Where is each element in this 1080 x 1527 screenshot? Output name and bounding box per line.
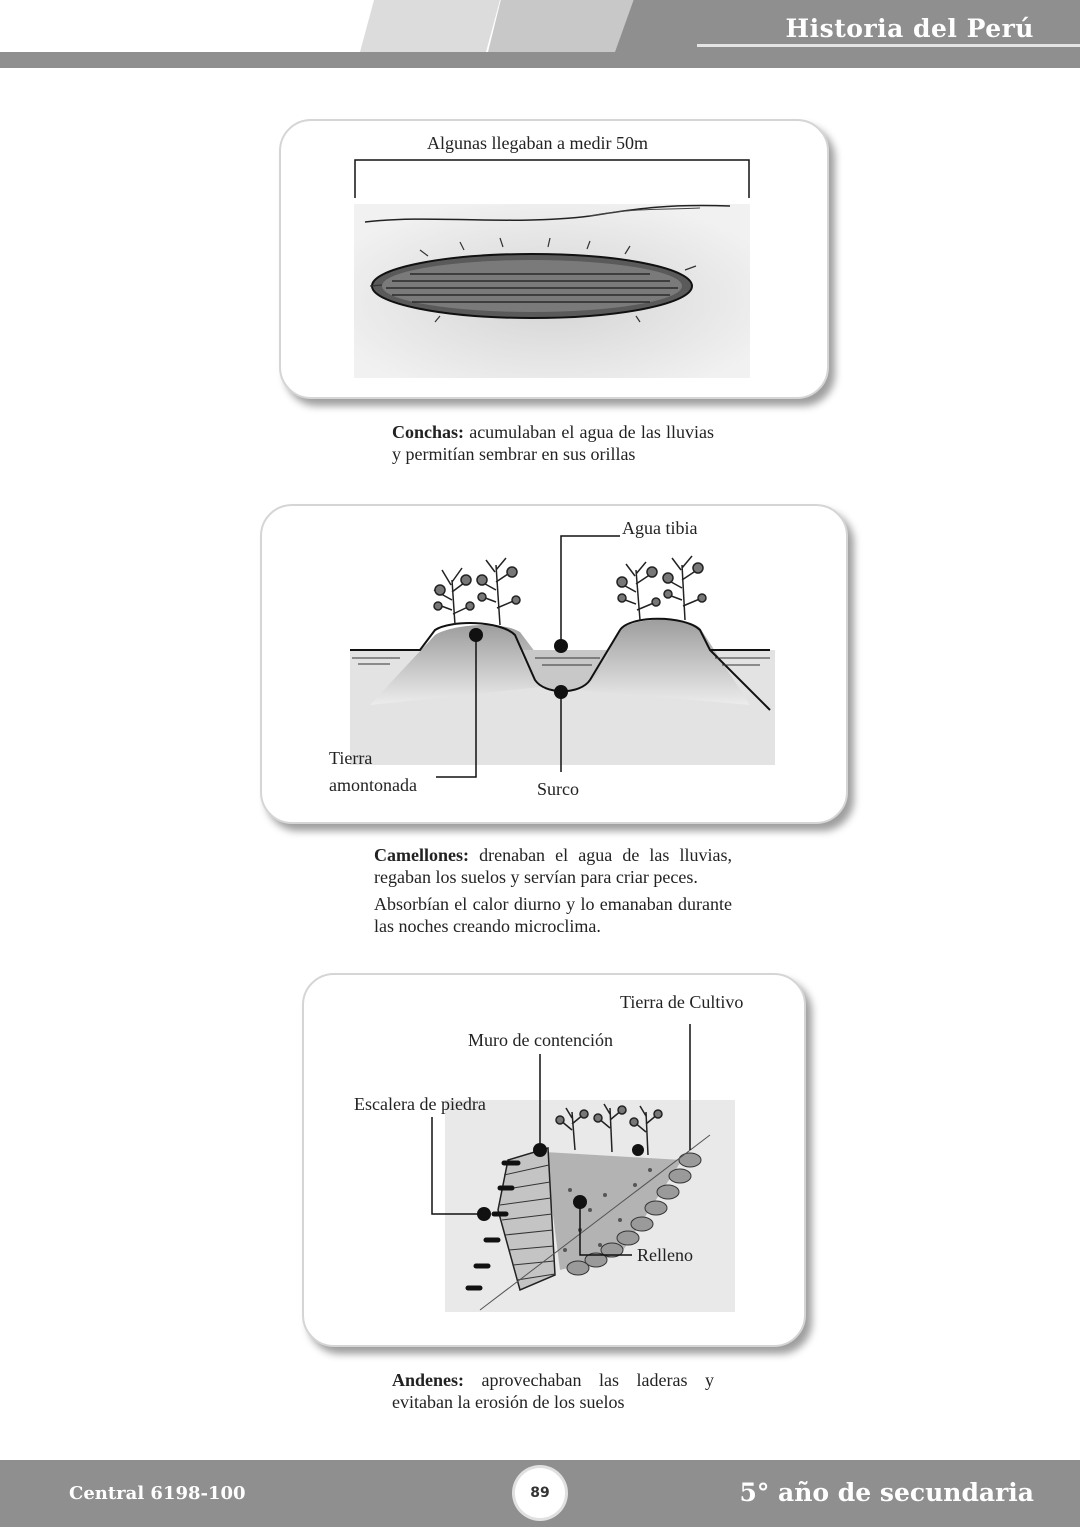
- surco-label: Surco: [537, 779, 579, 799]
- header-title: Historia del Perú: [785, 14, 1034, 43]
- measure-bracket: [355, 160, 749, 198]
- header-rule: [697, 44, 1080, 47]
- camellones-caption: [374, 844, 732, 888]
- footer-grade: 5° año de secundaria: [739, 1478, 1034, 1507]
- andenes-term: Andenes:: [392, 1370, 465, 1390]
- point-cultivo-1: [632, 1144, 644, 1156]
- header-stripe-light: [360, 0, 500, 52]
- relleno-label: Relleno: [637, 1245, 693, 1265]
- point-relleno: [573, 1195, 587, 1209]
- point-tierra: [469, 628, 483, 642]
- conchas-caption: [392, 421, 714, 465]
- muro-contencion-label: Muro de contención: [468, 1030, 613, 1050]
- point-agua-tibia: [554, 639, 568, 653]
- depression-field: [382, 260, 682, 312]
- camellones-description: drenaban el agua de las lluvias, regaban los suelos y servían para criar peces.: [374, 845, 733, 887]
- andenes-caption: [392, 1369, 714, 1413]
- camellones-caption-2: Absorbían el calor diurno y lo emanaban durante las noches creando microclima.: [374, 894, 732, 936]
- andenes-illustration: [420, 1020, 740, 1320]
- footer-phone: Central 6198-100: [69, 1483, 246, 1504]
- camellones-term: Camellones:: [374, 845, 469, 865]
- point-surco: [554, 685, 568, 699]
- conchas-term: Conchas:: [392, 422, 465, 442]
- header-bar: [0, 0, 1080, 68]
- point-muro: [533, 1143, 547, 1157]
- conchas-illustration: [340, 150, 760, 385]
- camellones-illustration: [330, 520, 780, 790]
- plants-left: [434, 558, 520, 625]
- tierra-label-line1: Tierra: [329, 748, 373, 768]
- tierra-label-line2: amontonada: [329, 775, 417, 795]
- conchas-measure-label: Algunas llegaban a medir 50m: [427, 133, 648, 153]
- leader-agua-tibia: [561, 536, 620, 646]
- conchas-description: acumulaban el agua de las lluvias y permitían sembrar en sus orillas: [392, 422, 714, 464]
- escalera-piedra-label: Escalera de piedra: [354, 1094, 486, 1114]
- point-escalera: [477, 1207, 491, 1221]
- tierra-cultivo-label: Tierra de Cultivo: [620, 992, 744, 1012]
- page-number: 89: [515, 1468, 565, 1518]
- plants-right: [617, 556, 706, 620]
- agua-tibia-label: Agua tibia: [622, 518, 698, 538]
- andenes-description: aprovechaban las laderas y evitaban la erosión de los suelos: [392, 1370, 715, 1412]
